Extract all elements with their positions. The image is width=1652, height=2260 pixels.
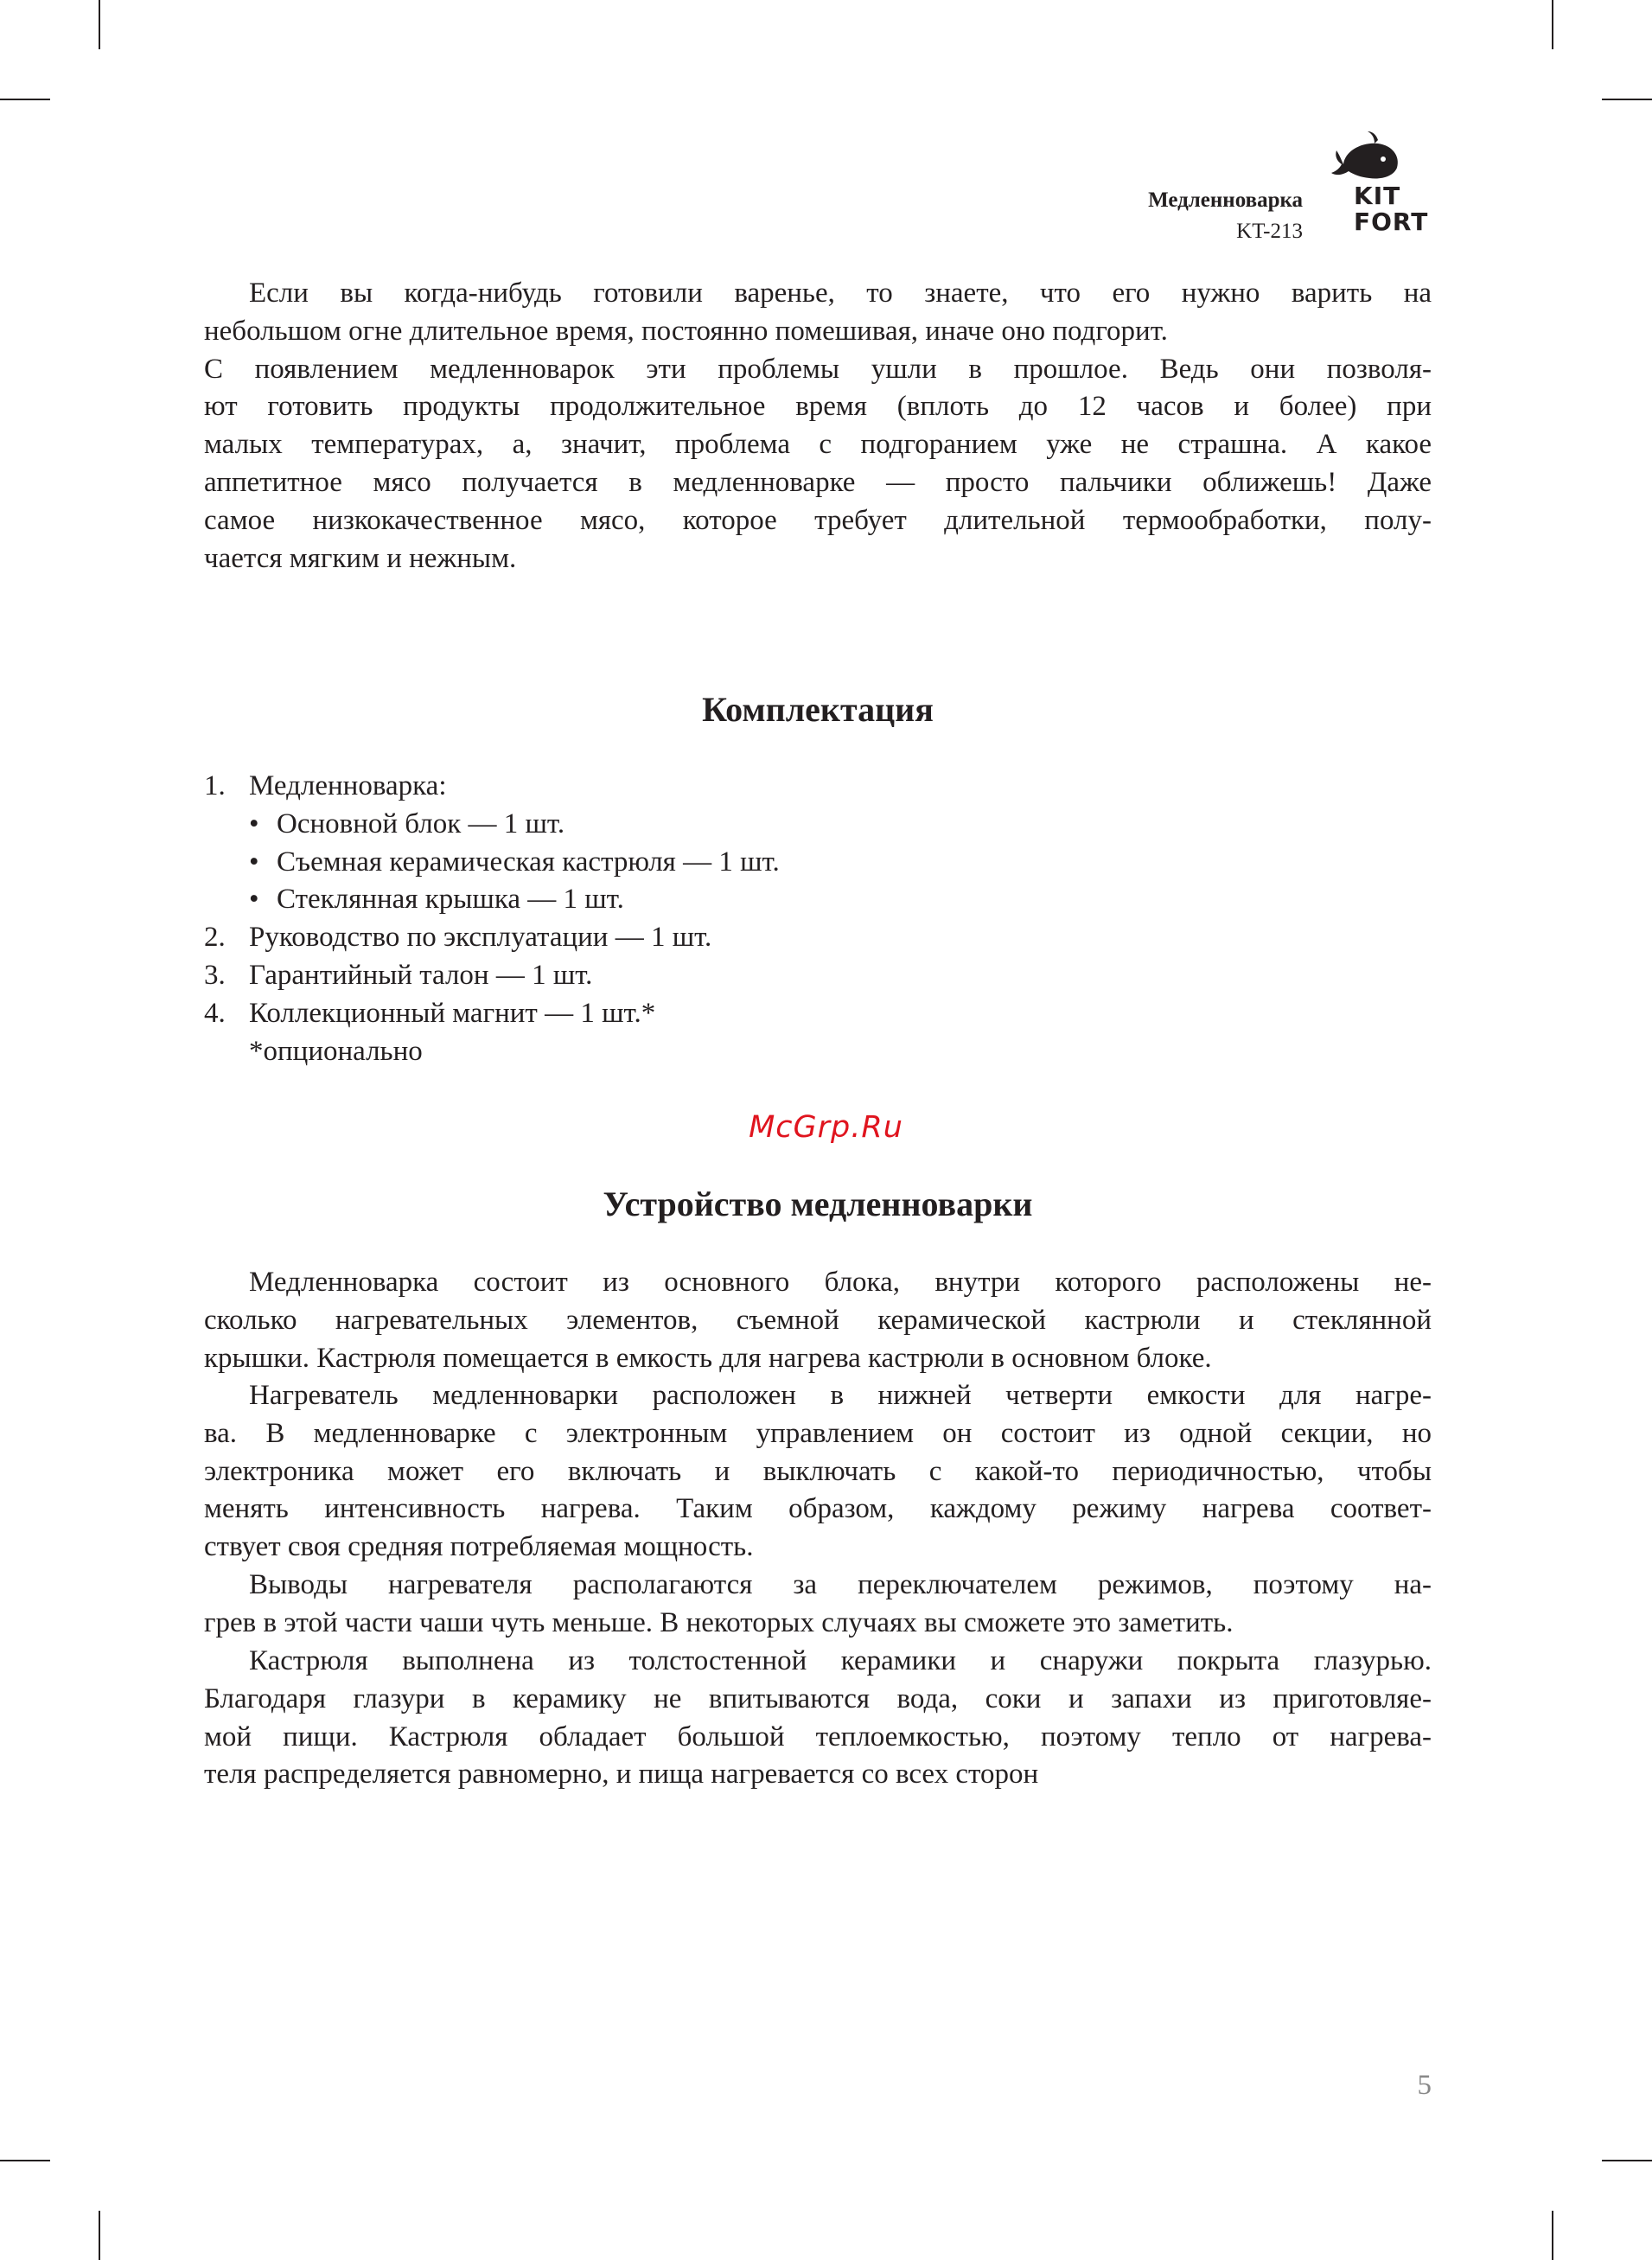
list-number: 4. <box>204 997 226 1029</box>
section-heading-device: Устройство медленноварки <box>603 1184 1033 1223</box>
crop-mark <box>0 99 50 100</box>
brand-line2: FORT <box>1354 207 1429 236</box>
bullet: • <box>249 808 259 840</box>
text-line: Нагреватель медленноварки расположен в нижней четверти емкости для нагре- <box>249 1380 1432 1411</box>
brand-line1: KIT <box>1354 182 1401 210</box>
sub-list-item <box>204 806 780 844</box>
brand-wordmark <box>1354 183 1428 235</box>
list-item <box>204 957 780 995</box>
whale-icon <box>1324 130 1411 183</box>
contents-list <box>204 768 780 1070</box>
crop-mark <box>99 2211 100 2260</box>
sub-item-text: Съемная керамическая кастрюля — 1 шт. <box>277 846 780 878</box>
device-paragraph-4 <box>204 1643 1432 1794</box>
text-line: мой пищи. Кастрюля обладает большой теплоемкостью, поэтому тепло от нагрева- <box>204 1721 1432 1752</box>
list-item <box>204 995 780 1033</box>
text-line: электроника может его включать и выключать с какой-то периодичностью, чтобы <box>204 1455 1432 1487</box>
section-heading-contents: Комплектация <box>702 690 934 729</box>
text-line: чается мягким и нежным. <box>204 542 517 574</box>
list-item-text: Руководство по эксплуатации — 1 шт. <box>249 922 712 954</box>
header-title: Медленноварка <box>1148 188 1303 212</box>
page-header <box>1148 185 1303 247</box>
text-line: теля распределяется равномерно, и пища нагревается со всех сторон <box>204 1759 1039 1791</box>
text-line: ствует своя средняя потребляемая мощность. <box>204 1531 754 1563</box>
device-paragraph-3 <box>204 1567 1432 1643</box>
sub-list-item <box>204 881 780 919</box>
text-line: ва. В медленноварке с электронным управлением он состоит из одной секции, но <box>204 1417 1432 1449</box>
intro-paragraph <box>204 275 1432 578</box>
text-line: С появлением медленноварок эти проблемы ушли в прошлое. Ведь они позволя- <box>204 353 1432 385</box>
text-line: аппетитное мясо получается в медленноварке — просто пальчики оближешь! Даже <box>204 466 1432 498</box>
list-item-text: Гарантийный талон — 1 шт. <box>249 959 593 991</box>
text-line: менять интенсивность нагрева. Таким образом, каждому режиму нагрева соответ- <box>204 1493 1432 1525</box>
list-item <box>204 768 780 806</box>
text-line: небольшом огне длительное время, постоянно помешивая, иначе оно подгорит. <box>204 315 1168 347</box>
list-item-text: Медленноварка: <box>249 770 447 801</box>
list-number: 2. <box>204 922 226 954</box>
text-line: ют готовить продукты продолжительное время (вплоть до 12 часов и более) при <box>204 391 1432 423</box>
crop-mark <box>99 0 100 49</box>
list-number: 3. <box>204 959 226 991</box>
text-line: крышки. Кастрюля помещается в емкость для нагрева кастрюли в основном блоке. <box>204 1342 1212 1374</box>
text-line: Благодаря глазури в керамику не впитываются вода, соки и запахи из приготовляе- <box>204 1682 1432 1714</box>
device-paragraph-2 <box>204 1377 1432 1567</box>
text-line: самое низкокачественное мясо, которое требует длительной термообработки, полу- <box>204 504 1432 536</box>
header-model: KT-213 <box>1236 220 1303 243</box>
list-item-text: Коллекционный магнит — 1 шт.* <box>249 997 656 1029</box>
text-line: Кастрюля выполнена из толстостенной керамики и снаружи покрыта глазурью. <box>249 1645 1432 1676</box>
text-line: Медленноварка состоит из основного блока, внутри которого расположены не- <box>249 1267 1432 1298</box>
list-number: 1. <box>204 770 226 801</box>
watermark: McGrp.Ru <box>749 1110 903 1145</box>
brand-logo <box>1321 130 1442 242</box>
crop-mark <box>1602 2160 1652 2161</box>
crop-mark <box>1552 2211 1553 2260</box>
list-item <box>204 919 780 957</box>
bullet: • <box>249 846 259 878</box>
device-paragraph-1 <box>204 1264 1432 1377</box>
crop-mark <box>1602 99 1652 100</box>
list-footnote: *опционально <box>249 1035 423 1067</box>
bullet: • <box>249 884 259 916</box>
crop-mark <box>0 2160 50 2161</box>
sub-item-text: Стеклянная крышка — 1 шт. <box>277 884 624 916</box>
page-number: 5 <box>1417 2070 1432 2101</box>
text-line: Выводы нагревателя располагаются за переключателем режимов, поэтому на- <box>249 1569 1432 1600</box>
text-line: сколько нагревательных элементов, съемной керамической кастрюли и стеклянной <box>204 1304 1432 1336</box>
text-line: Если вы когда-нибудь готовили варенье, то знаете, что его нужно варить на <box>249 278 1432 309</box>
crop-mark <box>1552 0 1553 49</box>
sub-list-item <box>204 844 780 882</box>
sub-item-text: Основной блок — 1 шт. <box>277 808 565 840</box>
text-line: малых температурах, а, значит, проблема с подгоранием уже не страшна. А какое <box>204 429 1432 461</box>
text-line: грев в этой части чаши чуть меньше. В некоторых случаях вы сможете это заметить. <box>204 1606 1234 1638</box>
